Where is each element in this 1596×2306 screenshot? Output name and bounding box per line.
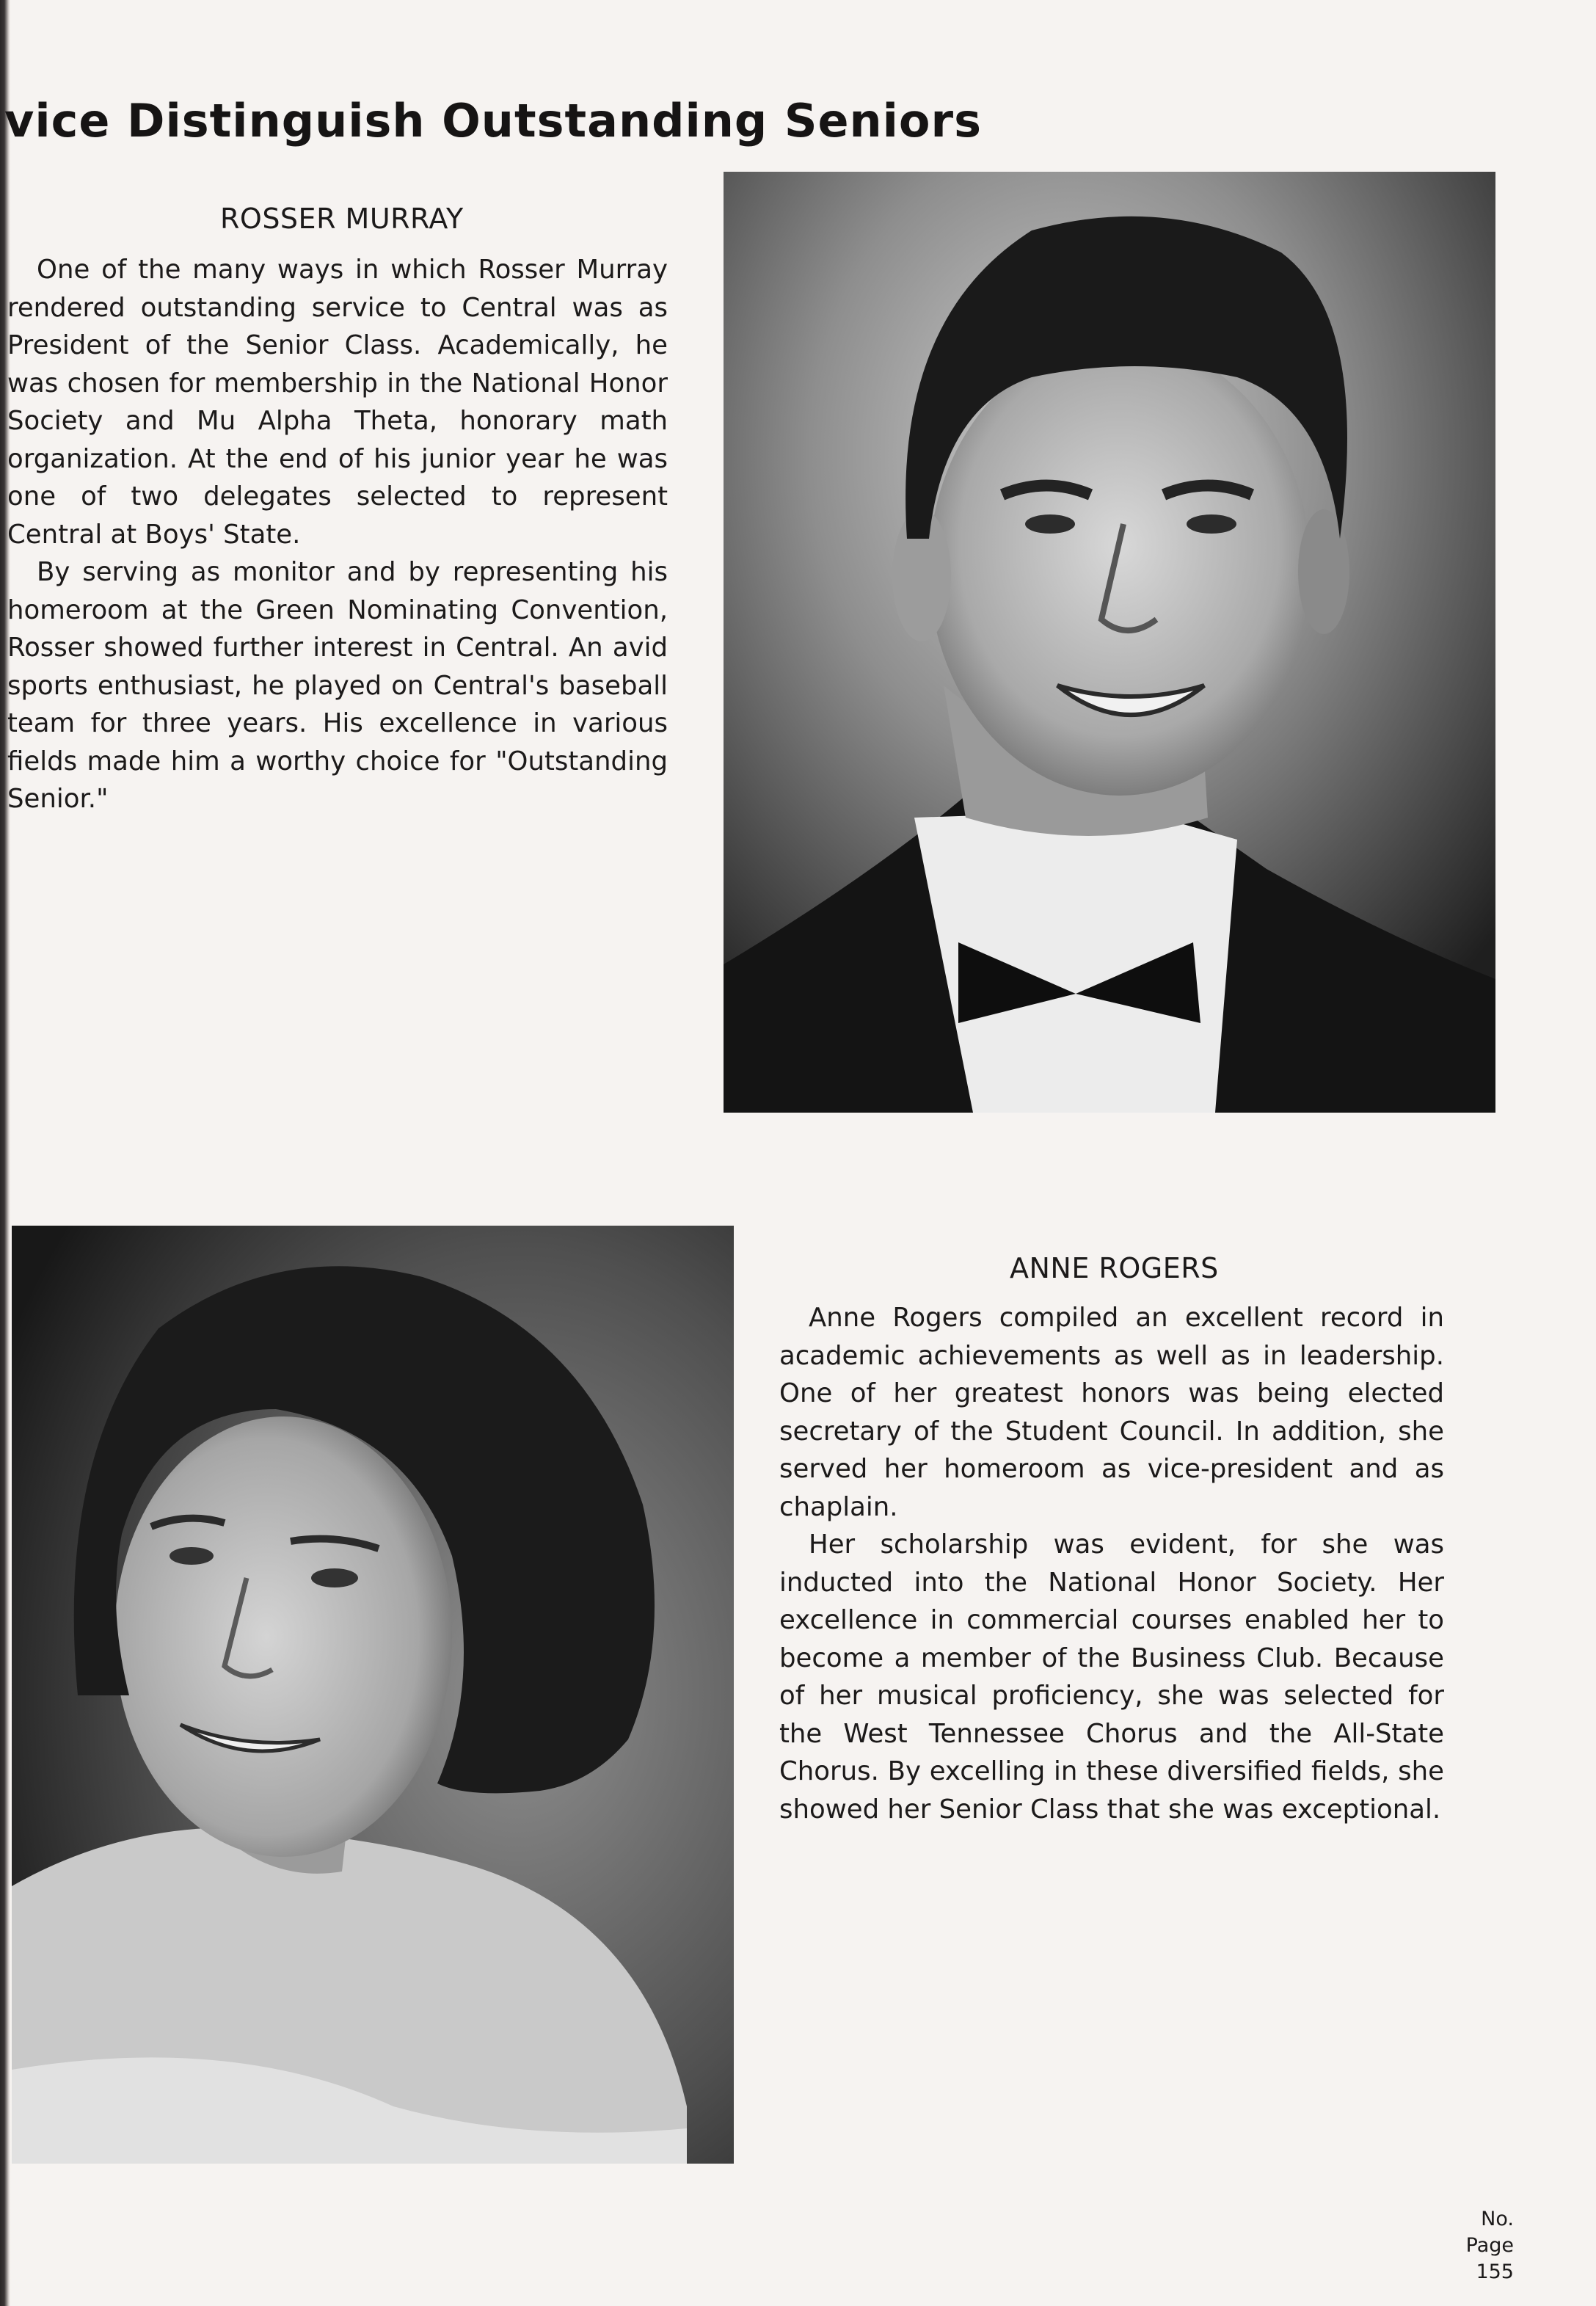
page-number-label-no: No.	[1481, 2208, 1514, 2230]
bio-paragraph: One of the many ways in which Rosser Murray rendered outstanding service to Central was as President of the Senior Class. Academically, he was chosen for membership in the National Honor Society and Mu Alpha Theta, honorary math organization. At the end of his junior year he was one of two delegates selected to represent Central at Boys' State.	[7, 255, 668, 550]
page-number-value: 155	[1476, 2260, 1514, 2283]
bio-paragraph: By serving as monitor and by representing his homeroom at the Green Nominating Convention, Rosser showed further interest in Central. An avid sports enthusiast, he played on Central's baseball team for three years. His excellence in various fields made him a worthy choice for "Outstanding Senior."	[7, 557, 668, 814]
page-number-label-page: Page	[1465, 2234, 1514, 2257]
portrait-photo-rosser-murray	[724, 172, 1495, 1113]
senior-bio-rosser-murray	[7, 251, 668, 818]
senior-name-anne-rogers: ANNE ROGERS	[1010, 1252, 1219, 1284]
bio-paragraph: Her scholarship was evident, for she was inducted into the National Honor Society. Her excellence in commercial courses enabled her to become a member of the Business Club. Because of her musical proficiency, she was selected for the West Tennessee Chorus and the All-State Chorus. By excelling in these diversified fields, she showed her Senior Class that she was exceptional.	[779, 1530, 1444, 1825]
page-heading: vice Distinguish Outstanding Seniors	[4, 94, 983, 148]
portrait-photo-young-man	[724, 172, 1495, 1113]
page-number	[1426, 2206, 1514, 2285]
portrait-photo-anne-rogers	[12, 1226, 734, 2164]
bio-paragraph: Anne Rogers compiled an excellent record in academic achievements as well as in leadership. One of her greatest honors was being elected secretary of the Student Council. In addition, she served her homeroom as vice-president and as chaplain.	[779, 1303, 1444, 1522]
portrait-photo-young-woman	[12, 1226, 734, 2164]
senior-bio-anne-rogers	[779, 1299, 1444, 1828]
senior-name-rosser-murray: ROSSER MURRAY	[220, 203, 464, 235]
